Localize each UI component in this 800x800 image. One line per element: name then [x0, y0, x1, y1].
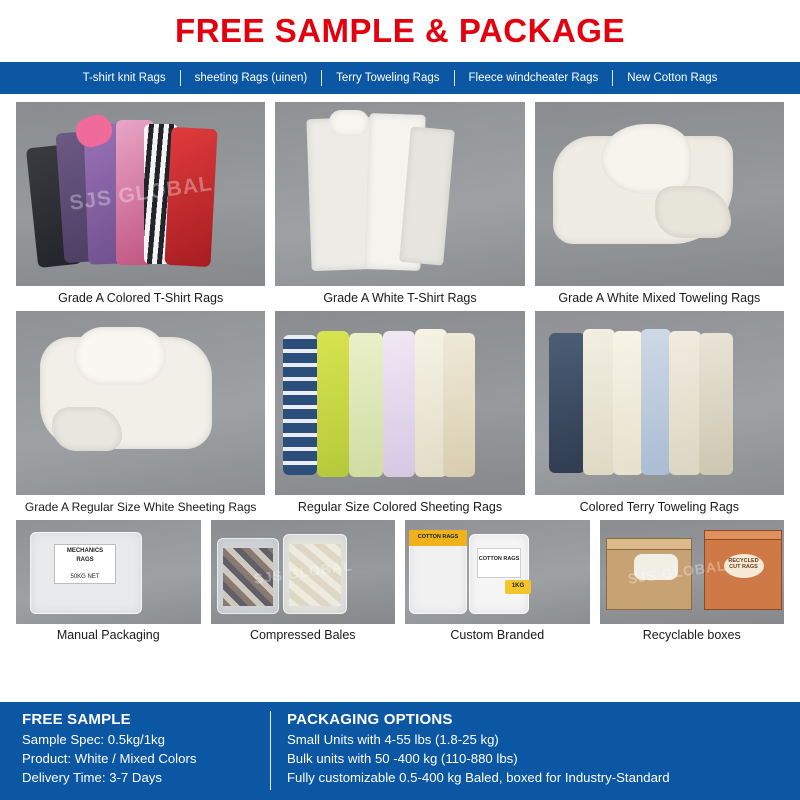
footer-packaging-options-line: Fully customizable 0.5-400 kg Baled, boxed for Industry-Standard: [287, 770, 670, 786]
packaging-row: [0, 516, 800, 644]
product-image-white-mixed-toweling-rags: [535, 102, 784, 286]
watermark: SJS GLOBAL: [67, 172, 214, 215]
nav-divider: [612, 70, 613, 86]
footer-packaging-options-line: Small Units with 4-55 lbs (1.8-25 kg): [287, 732, 499, 747]
bag-label-line-1: MECHANICS: [66, 548, 104, 554]
product-card-colored-terry-toweling-rags[interactable]: [535, 311, 784, 516]
product-card-white-sheeting-rags[interactable]: [16, 311, 265, 516]
footer-packaging-options-column: [287, 711, 786, 790]
watermark: SJS GLOBAL: [252, 557, 354, 587]
product-grid: [0, 94, 800, 516]
footer-divider: [270, 711, 271, 790]
nav-divider: [454, 70, 455, 86]
packaging-image-manual-packaging: [16, 520, 201, 624]
packaging-caption: Manual Packaging: [56, 628, 160, 642]
product-card-white-tshirt-rags[interactable]: [275, 102, 524, 307]
product-card-white-mixed-toweling-rags[interactable]: [535, 102, 784, 307]
product-image-colored-tshirt-rags: [16, 102, 265, 286]
branded-bag-label-1: COTTON RAGS: [417, 534, 459, 540]
product-caption: Grade A Colored T-Shirt Rags: [58, 291, 224, 305]
product-caption: Grade A White Mixed Toweling Rags: [558, 291, 761, 305]
product-caption: Colored Terry Toweling Rags: [579, 500, 739, 514]
nav-divider: [321, 70, 322, 86]
footer-packaging-options-title: PACKAGING OPTIONS: [287, 711, 453, 728]
weight-badge: 1KG: [511, 583, 525, 589]
branded-bag-label-2: COTTON RAGS: [478, 556, 520, 562]
category-navbar: [0, 62, 800, 94]
product-image-colored-terry-toweling-rags: [535, 311, 784, 495]
packaging-card-custom-branded[interactable]: [405, 520, 590, 644]
packaging-image-compressed-bales: [211, 520, 396, 624]
bag-label-line-2: RAGS: [76, 557, 94, 563]
packaging-image-custom-branded: [405, 520, 590, 624]
footer-free-sample-title: FREE SAMPLE: [22, 711, 131, 728]
nav-item-sheeting-rags[interactable]: sheeting Rags (uinen): [194, 72, 308, 84]
product-row: [16, 102, 784, 307]
footer-free-sample-line: Sample Spec: 0.5kg/1kg: [22, 732, 165, 747]
footer-banner: [0, 702, 800, 800]
product-caption: Regular Size Colored Sheeting Rags: [297, 500, 503, 514]
packaging-image-recyclable-boxes: [600, 520, 785, 624]
page-header: [0, 0, 800, 62]
product-image-colored-sheeting-rags: [275, 311, 524, 495]
product-card-colored-sheeting-rags[interactable]: [275, 311, 524, 516]
product-image-white-sheeting-rags: [16, 311, 265, 495]
product-image-white-tshirt-rags: [275, 102, 524, 286]
footer-packaging-options-line: Bulk units with 50 -400 kg (110-880 lbs): [287, 751, 518, 767]
product-row: [16, 311, 784, 516]
nav-divider: [180, 70, 181, 86]
nav-item-fleece-windcheater-rags[interactable]: Fleece windcheater Rags: [468, 72, 599, 84]
packaging-caption: Custom Branded: [450, 628, 545, 642]
nav-item-tshirt-knit-rags[interactable]: T-shirt knit Rags: [82, 72, 166, 84]
watermark: SJS GLOBAL: [626, 557, 728, 587]
packaging-caption: Compressed Bales: [249, 628, 356, 642]
packaging-caption: Recyclable boxes: [642, 628, 741, 642]
footer-free-sample-line: Product: White / Mixed Colors: [22, 751, 197, 767]
nav-item-terry-toweling-rags[interactable]: Terry Toweling Rags: [336, 72, 440, 84]
packaging-card-recyclable-boxes[interactable]: [600, 520, 785, 644]
box-label: RECYCLED CUT RAGS: [728, 558, 759, 571]
bag-label-line-3: 50KG NET: [70, 574, 100, 580]
footer-free-sample-column: [22, 711, 270, 790]
page-title: FREE SAMPLE & PACKAGE: [175, 12, 625, 49]
nav-item-new-cotton-rags[interactable]: New Cotton Rags: [627, 72, 718, 84]
packaging-card-manual-packaging[interactable]: [16, 520, 201, 644]
product-card-colored-tshirt-rags[interactable]: [16, 102, 265, 307]
product-caption: Grade A Regular Size White Sheeting Rags: [24, 500, 257, 514]
packaging-card-compressed-bales[interactable]: [211, 520, 396, 644]
product-caption: Grade A White T-Shirt Rags: [323, 291, 477, 305]
footer-free-sample-line: Delivery Time: 3-7 Days: [22, 770, 162, 786]
